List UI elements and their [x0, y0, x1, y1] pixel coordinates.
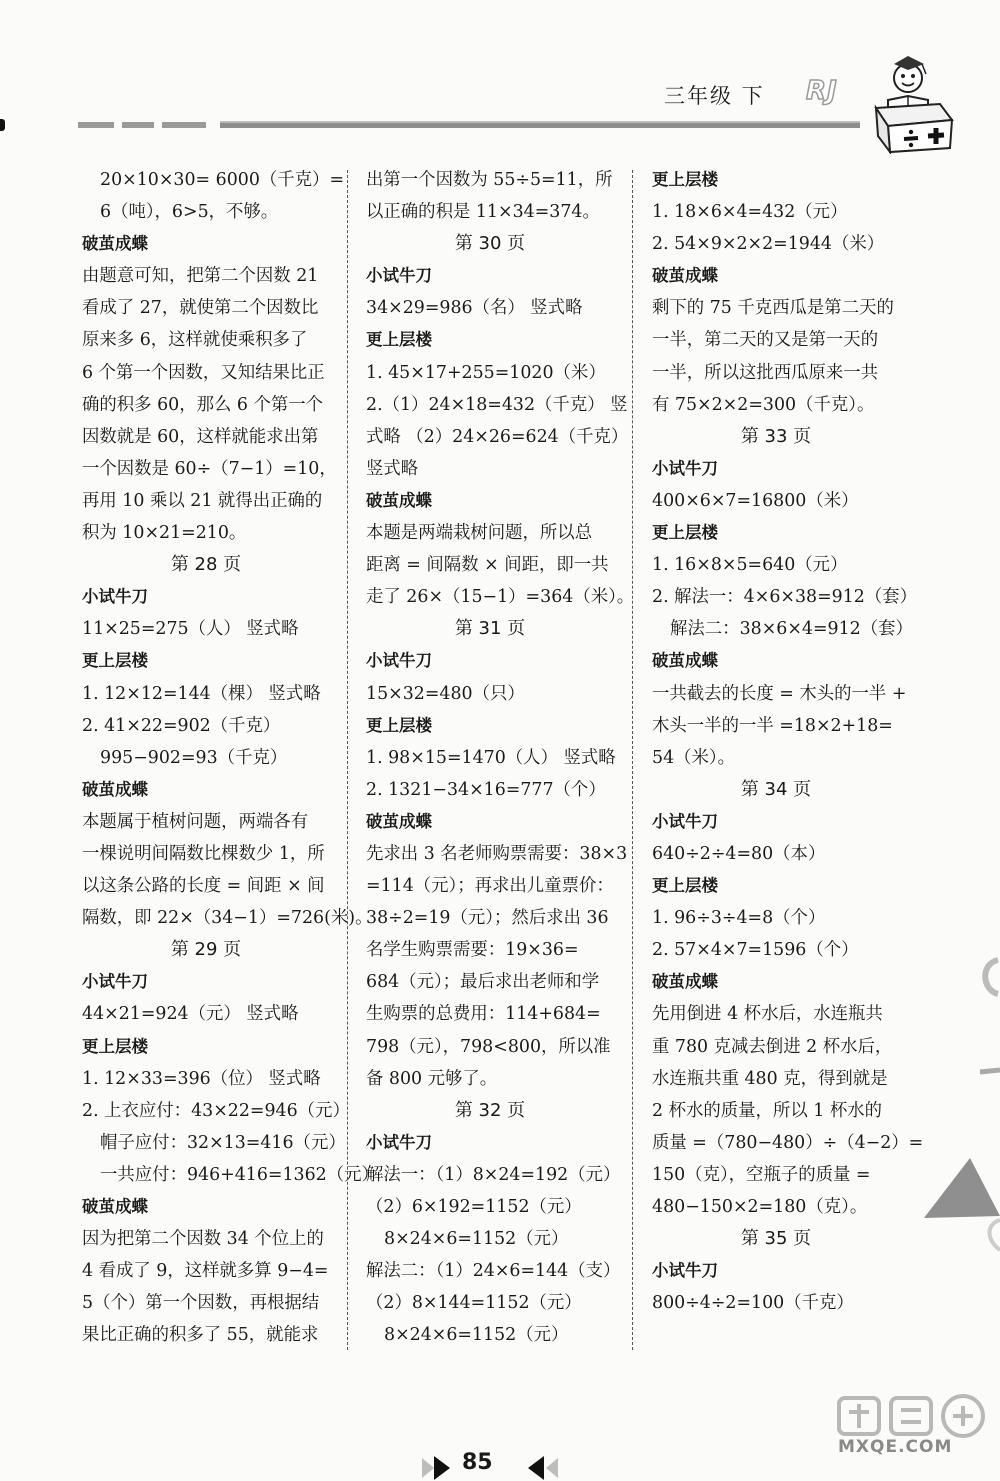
answer-line: 2. 1321−34×16=777（个） — [366, 779, 606, 800]
answer-column-2 — [366, 164, 635, 1351]
answer-line: 看成了 27，就使第二个因数比 — [82, 298, 319, 319]
answer-line: 44×21=924（元） 竖式略 — [82, 1004, 299, 1025]
answer-line: 2. 41×22=902（千克） — [82, 715, 281, 736]
section-heading: 小试牛刀 — [366, 651, 432, 671]
answer-line: 再用 10 乘以 21 就得出正确的 — [82, 490, 323, 511]
page-heading: 第 28 页 — [170, 554, 242, 576]
answer-line: 2. 54×9×2×2=1944（米） — [652, 234, 885, 255]
answer-line: 以正确的积是 11×34=374。 — [366, 202, 600, 223]
section-heading: 更上层楼 — [366, 330, 432, 350]
answer-line: 1. 16×8×5=640（元） — [652, 555, 848, 576]
answer-line: 一半，第二天的又是第一天的 — [652, 330, 879, 351]
answer-line: 生购票的总费用：114+684= — [366, 1004, 601, 1025]
answer-line: 本题是两端栽树问题，所以总 — [366, 523, 593, 544]
answer-line: 798（元），798<800，所以准 — [366, 1036, 611, 1057]
answer-line: 解法二：（1）24×6=144（支） — [366, 1261, 621, 1282]
answer-line: 400×6×7=16800（米） — [652, 490, 859, 511]
answer-line: 995−902=93（千克） — [100, 747, 288, 768]
answer-line: =114（元）；再求出儿童票价： — [366, 876, 614, 897]
answer-line: 2. 57×4×7=1596（个） — [652, 940, 859, 961]
answer-line: 式略 （2）24×26=624（千克） — [366, 426, 629, 447]
answer-line: 2 杯水的质量，所以 1 杯水的 — [652, 1100, 883, 1121]
answer-line: 备 800 元够了。 — [366, 1068, 498, 1089]
section-heading: 更上层楼 — [366, 715, 432, 735]
answer-line: 解法二：38×6×4=912（套） — [670, 619, 913, 640]
section-heading: 破茧成蝶 — [82, 234, 148, 254]
answer-line: 6 个第一个因数，又知结果比正 — [82, 362, 325, 383]
answer-line: 一个因数是 60÷（7−1）=10， — [82, 458, 337, 479]
answer-line: 54（米）。 — [652, 747, 735, 768]
answer-line: 先求出 3 名老师购票需要：38×3 — [366, 843, 628, 864]
answer-line: 6（吨），6>5，不够。 — [100, 202, 279, 223]
answer-line: 2. 解法一：4×6×38=912（套） — [652, 587, 918, 608]
answer-line: 11×25=275（人） 竖式略 — [82, 619, 299, 640]
answer-line: 确的积多 60，那么 6 个第一个 — [82, 394, 324, 415]
answer-line: 帽子应付：32×13=416（元） — [100, 1132, 346, 1153]
section-heading: 小试牛刀 — [82, 972, 148, 992]
answer-line: 因为把第二个因数 34 个位上的 — [82, 1229, 324, 1250]
answer-line: 距离 = 间隔数 × 间距，即一共 — [366, 555, 609, 576]
section-heading: 破茧成蝶 — [366, 811, 432, 831]
section-heading: 小试牛刀 — [652, 458, 718, 478]
answer-column-3 — [652, 164, 924, 1319]
answer-line: 一共截去的长度 = 木头的一半 + — [652, 683, 907, 704]
answer-line: 解法一：（1）8×24=192（元） — [366, 1164, 621, 1185]
section-heading: 破茧成蝶 — [652, 266, 718, 286]
answer-line: 质量 =（780−480）÷（4−2）= — [652, 1132, 924, 1153]
section-heading: 破茧成蝶 — [366, 490, 432, 510]
answer-line: 640÷2÷4=80（本） — [652, 843, 826, 864]
answer-line: 1. 45×17+255=1020（米） — [366, 362, 606, 383]
answer-line: 果比正确的积多了 55，就能求 — [82, 1325, 319, 1346]
answer-line: 38÷2=19（元）；然后求出 36 — [366, 908, 609, 929]
page-heading: 第 31 页 — [454, 618, 526, 640]
section-heading: 破茧成蝶 — [652, 651, 718, 671]
answer-line: 150（克），空瓶子的质量 = — [652, 1164, 871, 1185]
answer-line: 出第一个因数为 55÷5=11，所 — [366, 170, 613, 190]
page-heading: 第 30 页 — [454, 233, 526, 255]
answer-line: 2. 上衣应付：43×22=946（元） — [82, 1100, 350, 1121]
answer-line: 5（个）第一个因数，再根据结 — [82, 1293, 320, 1314]
answer-line: 有 75×2×2=300（千克）。 — [652, 394, 875, 415]
answer-line: 先用倒进 4 杯水后，水连瓶共 — [652, 1004, 883, 1025]
answer-line: 1. 18×6×4=432（元） — [652, 202, 848, 223]
answer-line: 竖式略 — [366, 458, 419, 479]
page-heading: 第 33 页 — [740, 425, 812, 447]
page-heading: 第 35 页 — [740, 1228, 812, 1250]
answer-line: 名学生购票需要：19×36= — [366, 940, 579, 961]
answer-line: 一半，所以这批西瓜原来一共 — [652, 362, 879, 383]
page-heading: 第 32 页 — [454, 1099, 526, 1121]
section-heading: 破茧成蝶 — [652, 972, 718, 992]
answer-line: 800÷4÷2=100（千克） — [652, 1293, 854, 1314]
answer-line: 隔数，即 22×（34−1）=726(米)。 — [82, 908, 373, 929]
page-number: 85 — [462, 1450, 493, 1475]
answer-line: 15×32=480（只） — [366, 683, 525, 704]
answer-line: 1. 12×33=396（位） 竖式略 — [82, 1068, 321, 1089]
answer-line: 本题属于植树问题，两端各有 — [82, 811, 309, 832]
answer-line: 木头一半的一半 =18×2+18= — [652, 715, 893, 736]
section-heading: 小试牛刀 — [366, 266, 432, 286]
page-heading: 第 34 页 — [740, 778, 812, 800]
answer-line: （2）6×192=1152（元） — [366, 1197, 582, 1217]
answer-line: 1. 96÷3÷4=8（个） — [652, 908, 826, 929]
answer-line: 原来多 6，这样就使乘积多了 — [82, 330, 308, 351]
watermark-site: MXQE.COM — [838, 1437, 953, 1457]
answer-line: 2.（1）24×18=432（千克） 竖 — [366, 394, 628, 415]
answer-line: 以这条公路的长度 = 间距 × 间 — [82, 876, 325, 897]
grade-label: 三年级 下 — [664, 84, 765, 108]
section-heading: 更上层楼 — [82, 1036, 148, 1056]
section-heading: 更上层楼 — [652, 876, 718, 896]
section-heading: 更上层楼 — [652, 523, 718, 543]
answer-line: 积为 10×21=210。 — [82, 523, 247, 544]
page-heading: 第 29 页 — [170, 939, 242, 961]
column-divider — [632, 170, 633, 1350]
answer-line: 684（元）；最后求出老师和学 — [366, 972, 600, 993]
forward-arrows-icon — [420, 1455, 460, 1481]
answer-line: 1. 12×12=144（棵） 竖式略 — [82, 683, 321, 704]
answer-line: 一棵说明间隔数比棵数少 1，所 — [82, 843, 325, 864]
column-divider — [347, 170, 348, 1350]
answer-line: 34×29=986（名） 竖式略 — [366, 298, 583, 319]
header-rule — [0, 118, 870, 132]
answer-line: 走了 26×（15−1）=364（米）。 — [366, 587, 635, 608]
answer-line: 一共应付：946+416=1362（元） — [100, 1164, 379, 1185]
answer-line: 重 780 克减去倒进 2 杯水后， — [652, 1036, 893, 1057]
answer-line: 剩下的 75 千克西瓜是第二天的 — [652, 298, 894, 319]
section-heading: 更上层楼 — [652, 170, 718, 189]
answer-line: 因数就是 60，这样就能求出第 — [82, 426, 319, 447]
answer-line: 8×24×6=1152（元） — [384, 1325, 569, 1346]
section-heading: 小试牛刀 — [82, 587, 148, 607]
answer-line: 1. 98×15=1470（人） 竖式略 — [366, 747, 616, 768]
answer-line: 20×10×30= 6000（千克）= — [100, 170, 345, 190]
section-heading: 小试牛刀 — [652, 811, 718, 831]
section-heading: 更上层楼 — [82, 651, 148, 671]
answer-column-1 — [82, 164, 379, 1351]
answer-line: 480−150×2=180（克）。 — [652, 1197, 868, 1217]
section-heading: 破茧成蝶 — [82, 779, 148, 799]
section-heading: 小试牛刀 — [652, 1261, 718, 1281]
answer-line: （2）8×144=1152（元） — [366, 1293, 582, 1314]
answer-line: 由题意可知，把第二个因数 21 — [82, 266, 319, 287]
watermark-logo — [835, 1392, 995, 1440]
section-heading: 小试牛刀 — [366, 1132, 432, 1152]
section-heading: 破茧成蝶 — [82, 1197, 148, 1216]
answer-line: 水连瓶共重 480 克，得到就是 — [652, 1068, 888, 1089]
mascot-box-illustration — [868, 44, 958, 154]
answer-line: 8×24×6=1152（元） — [384, 1229, 569, 1250]
edge-decoration — [960, 920, 1000, 1340]
edition-logo: RJ — [806, 76, 838, 106]
backward-arrows-icon — [526, 1455, 566, 1481]
answer-line: 4 看成了 9，这样就多算 9−4= — [82, 1261, 329, 1282]
